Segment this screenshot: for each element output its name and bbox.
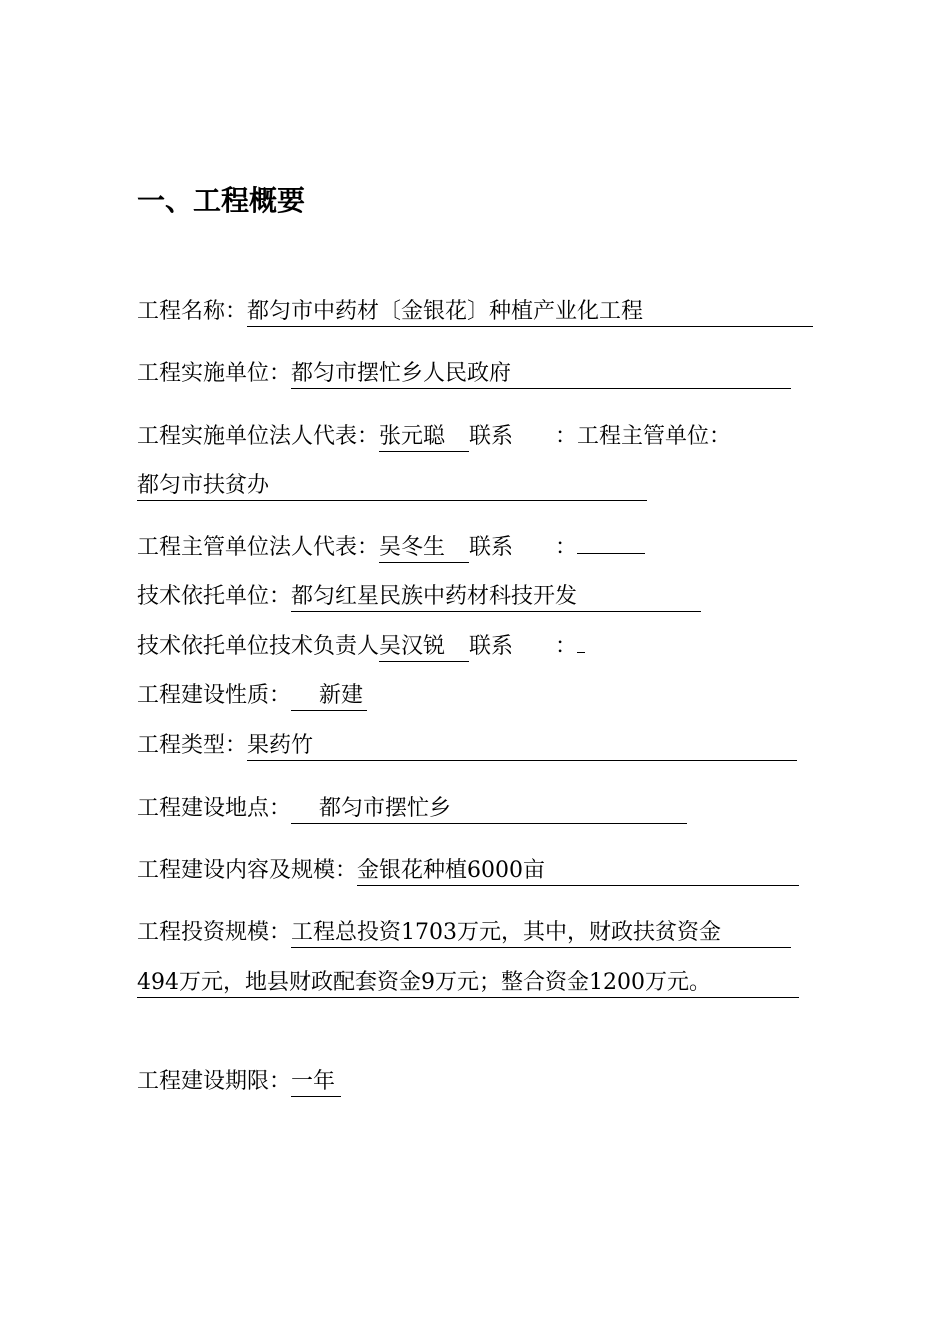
tech-unit-row [137, 580, 701, 614]
tech-unit-value: 都匀红星民族中药材科技开发 [291, 583, 701, 612]
supervising-unit-label: 工程主管单位： [577, 424, 732, 449]
location-text: 都匀市摆忙乡 [319, 796, 452, 821]
tech-lead-label: 技术依托单位技术负责人 [137, 634, 380, 659]
location-value [291, 795, 687, 824]
construction-nature-label: 工程建设性质： [137, 683, 292, 708]
tech-lead-contact: 联系 [469, 634, 514, 659]
supervising-unit-rep-colon: ： [555, 535, 578, 560]
scale-value: 金银花种植6000亩 [357, 857, 799, 886]
tech-unit-label: 技术依托单位： [137, 584, 292, 609]
project-name-value: 都匀市中药材〔金银花〕种植产业化工程 [247, 298, 813, 327]
location-row [137, 792, 687, 826]
project-type-label: 工程类型： [137, 733, 248, 758]
supervising-unit-rep-contact: 联系 [469, 535, 514, 560]
section-title: 一、工程概要 [137, 184, 306, 217]
supervising-unit-rep-row [137, 531, 645, 565]
supervising-unit-rep-phone [577, 553, 645, 554]
implementing-unit-rep-value: 张元聪 [379, 423, 469, 452]
construction-nature-value [291, 682, 367, 711]
tech-lead-phone [577, 652, 585, 653]
project-type-value: 果药竹 [247, 732, 797, 761]
investment-row-2 [137, 966, 799, 1000]
implementing-unit-label: 工程实施单位： [137, 361, 292, 386]
supervising-unit-rep-value: 吴冬生 [379, 534, 469, 563]
scale-row [137, 854, 799, 888]
construction-nature-text: 新建 [319, 683, 364, 708]
period-row [137, 1065, 341, 1099]
implementing-unit-rep-contact: 联系 [469, 424, 514, 449]
implementing-unit-rep-row [137, 420, 731, 454]
investment-line1: 工程总投资1703万元，其中，财政扶贫资金 [291, 919, 791, 948]
implementing-unit-row [137, 357, 791, 391]
implementing-unit-rep-label: 工程实施单位法人代表： [137, 424, 380, 449]
investment-row [137, 916, 791, 950]
supervising-unit-row [137, 469, 647, 503]
project-name-label: 工程名称： [137, 299, 248, 324]
construction-nature-row [137, 679, 367, 713]
location-label: 工程建设地点： [137, 796, 292, 821]
period-label: 工程建设期限： [137, 1069, 292, 1094]
implementing-unit-value: 都匀市摆忙乡人民政府 [291, 360, 791, 389]
project-name-row [137, 295, 813, 329]
tech-lead-value: 吴汉锐 [379, 633, 469, 662]
project-type-row [137, 729, 797, 763]
investment-line2: 494万元，地县财政配套资金9万元；整合资金1200万元。 [137, 969, 799, 998]
implementing-unit-rep-colon: ： [555, 424, 578, 449]
tech-lead-row [137, 630, 585, 664]
supervising-unit-rep-label: 工程主管单位法人代表： [137, 535, 380, 560]
supervising-unit-value: 都匀市扶贫办 [137, 472, 647, 501]
tech-lead-colon: ： [555, 634, 578, 659]
scale-label: 工程建设内容及规模： [137, 858, 358, 883]
investment-label: 工程投资规模： [137, 920, 292, 945]
period-value: 一年 [291, 1068, 341, 1097]
